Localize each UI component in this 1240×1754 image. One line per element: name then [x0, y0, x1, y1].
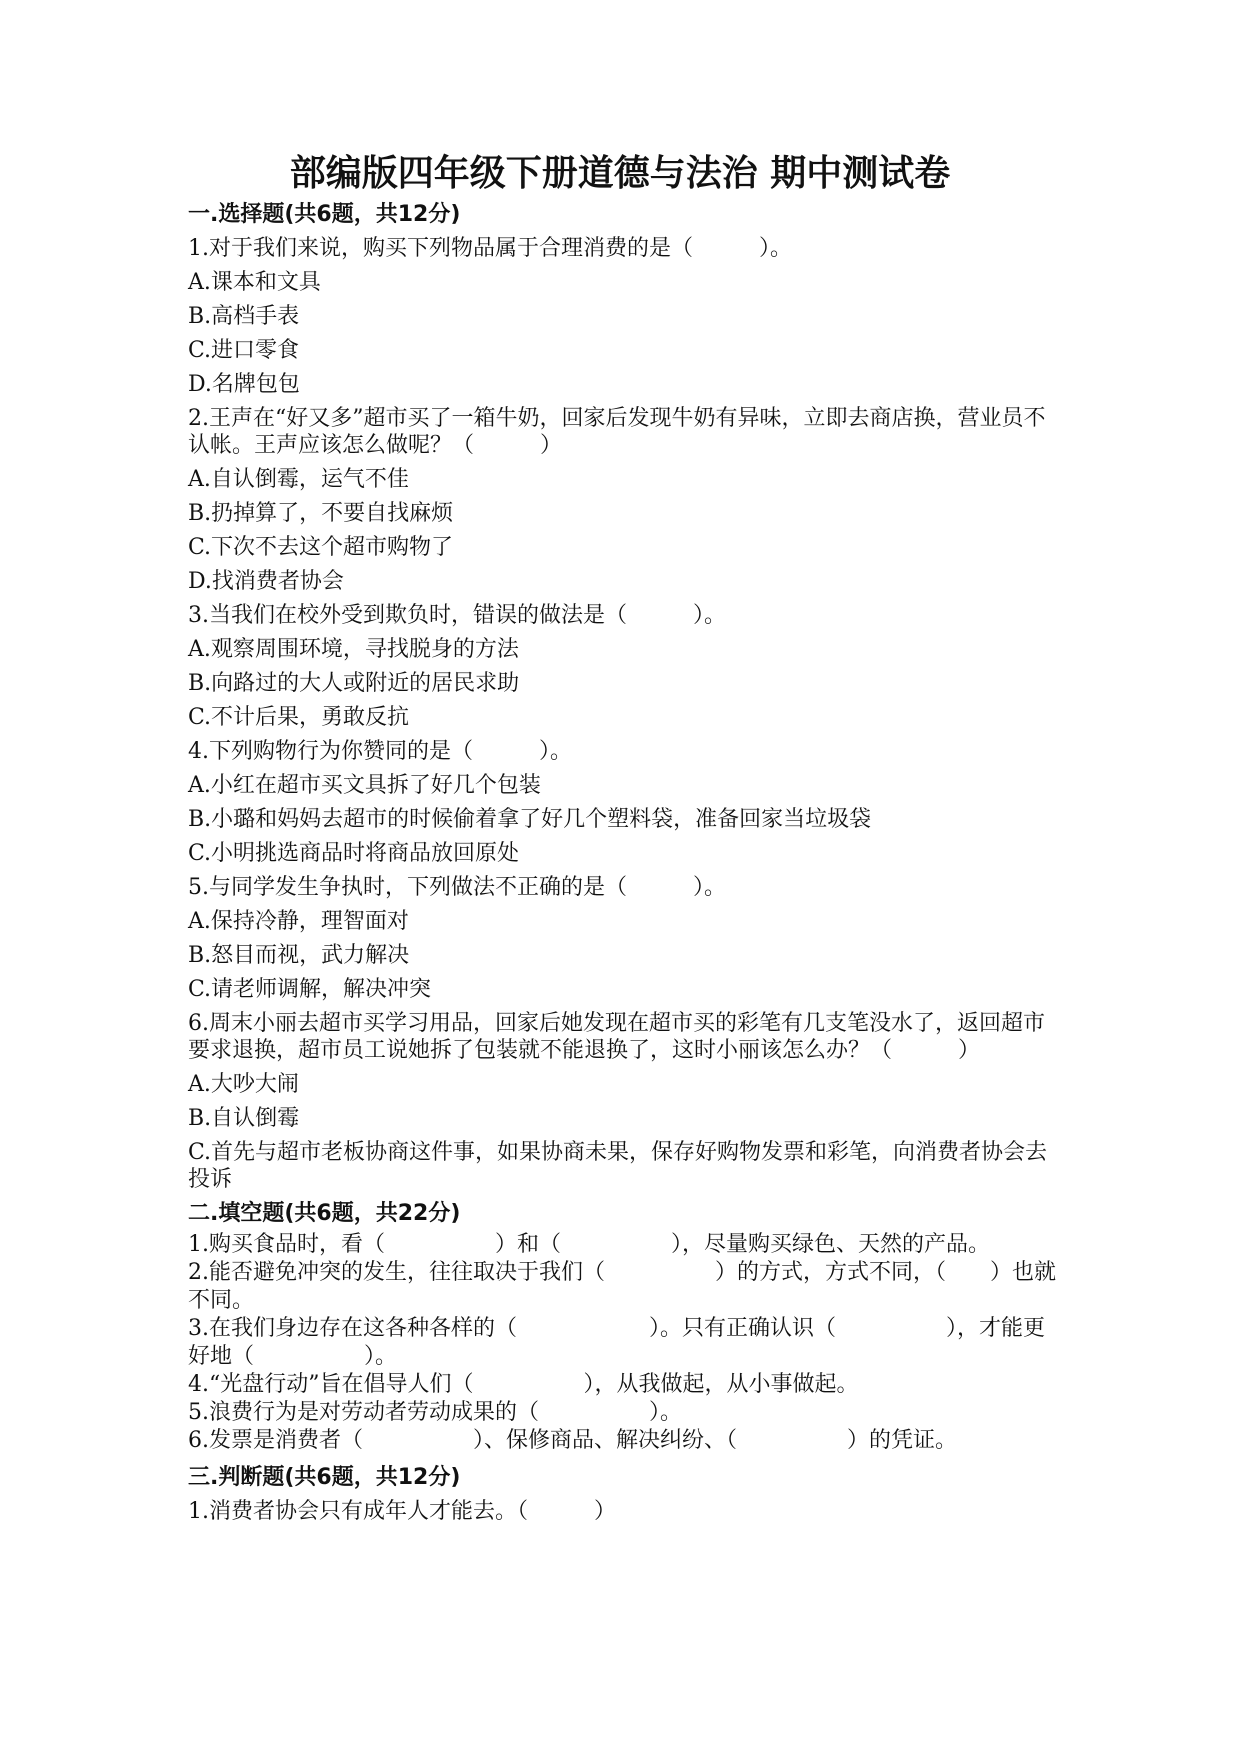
answer-option: A.保持冷静，理智面对	[188, 909, 409, 934]
true-false-item: 1.消费者协会只有成年人才能去。（ ）	[188, 1499, 616, 1524]
fill-blank-item: 1.购买食品时，看（ ）和（ ），尽量购买绿色、天然的产品。	[188, 1232, 990, 1257]
answer-option: B.怒目而视，武力解决	[188, 943, 410, 968]
answer-option: A.自认倒霉，运气不佳	[188, 467, 409, 492]
answer-option: A.小红在超市买文具拆了好几个包装	[188, 773, 541, 798]
question-stem: 6.周末小丽去超市买学习用品，回家后她发现在超市买的彩笔有几支笔没水了，返回超市要求退换，超市员工说她拆了包装就不能退换了，这时小丽该怎么办？（ ）	[188, 1011, 1045, 1063]
answer-option: B.自认倒霉	[188, 1106, 300, 1131]
answer-option: C.首先与超市老板协商这件事，如果协商未果，保存好购物发票和彩笔，向消费者协会去投诉	[188, 1140, 1048, 1192]
fill-blank-item: 3.在我们身边存在这各种各样的（ ）。只有正确认识（ ），才能更好地（ ）。	[188, 1316, 1045, 1369]
question-stem: 4.下列购物行为你赞同的是（ ）。	[188, 739, 572, 764]
fill-blank-item: 6.发票是消费者（ ）、保修商品、解决纠纷、（ ）的凭证。	[188, 1428, 957, 1453]
exam-content	[188, 198, 1058, 1529]
question-stem: 2.王声在“好又多”超市买了一箱牛奶，回家后发现牛奶有异味，立即去商店换，营业员不认帐。王声应该怎么做呢？（ ）	[188, 406, 1046, 458]
answer-option: C.下次不去这个超市购物了	[188, 535, 454, 560]
answer-option: A.课本和文具	[188, 270, 321, 295]
answer-option: C.请老师调解，解决冲突	[188, 977, 432, 1002]
fill-blank-item: 4.“光盘行动”旨在倡导人们（ ），从我做起，从小事做起。	[188, 1372, 859, 1397]
answer-option: B.扔掉算了，不要自找麻烦	[188, 501, 454, 526]
answer-option: A.大吵大闹	[188, 1072, 299, 1097]
answer-option: B.高档手表	[188, 304, 300, 329]
answer-option: C.进口零食	[188, 338, 300, 363]
answer-option: B.小璐和妈妈去超市的时候偷着拿了好几个塑料袋，准备回家当垃圾袋	[188, 807, 872, 832]
question-stem: 3.当我们在校外受到欺负时，错误的做法是（ ）。	[188, 603, 726, 628]
section-heading-true-false: 三.判断题(共6题，共12分)	[188, 1465, 461, 1490]
answer-option: B.向路过的大人或附近的居民求助	[188, 671, 520, 696]
fill-blank-item: 2.能否避免冲突的发生，往往取决于我们（ ）的方式，方式不同，（ ）也就不同。	[188, 1260, 1056, 1313]
fill-blank-item: 5.浪费行为是对劳动者劳动成果的（ ）。	[188, 1400, 682, 1425]
page-title: 部编版四年级下册道德与法治 期中测试卷	[289, 153, 951, 194]
answer-option: C.不计后果，勇敢反抗	[188, 705, 410, 730]
answer-option: A.观察周围环境，寻找脱身的方法	[188, 637, 519, 662]
section-heading-choice: 一.选择题(共6题，共12分)	[188, 202, 461, 227]
question-stem: 1.对于我们来说，购买下列物品属于合理消费的是（ ）。	[188, 236, 792, 261]
question-stem: 5.与同学发生争执时，下列做法不正确的是（ ）。	[188, 875, 726, 900]
answer-option: D.名牌包包	[188, 372, 300, 397]
section-heading-fill-blank: 二.填空题(共6题，共22分)	[188, 1201, 461, 1226]
answer-option: C.小明挑选商品时将商品放回原处	[188, 841, 520, 866]
answer-option: D.找消费者协会	[188, 569, 344, 594]
